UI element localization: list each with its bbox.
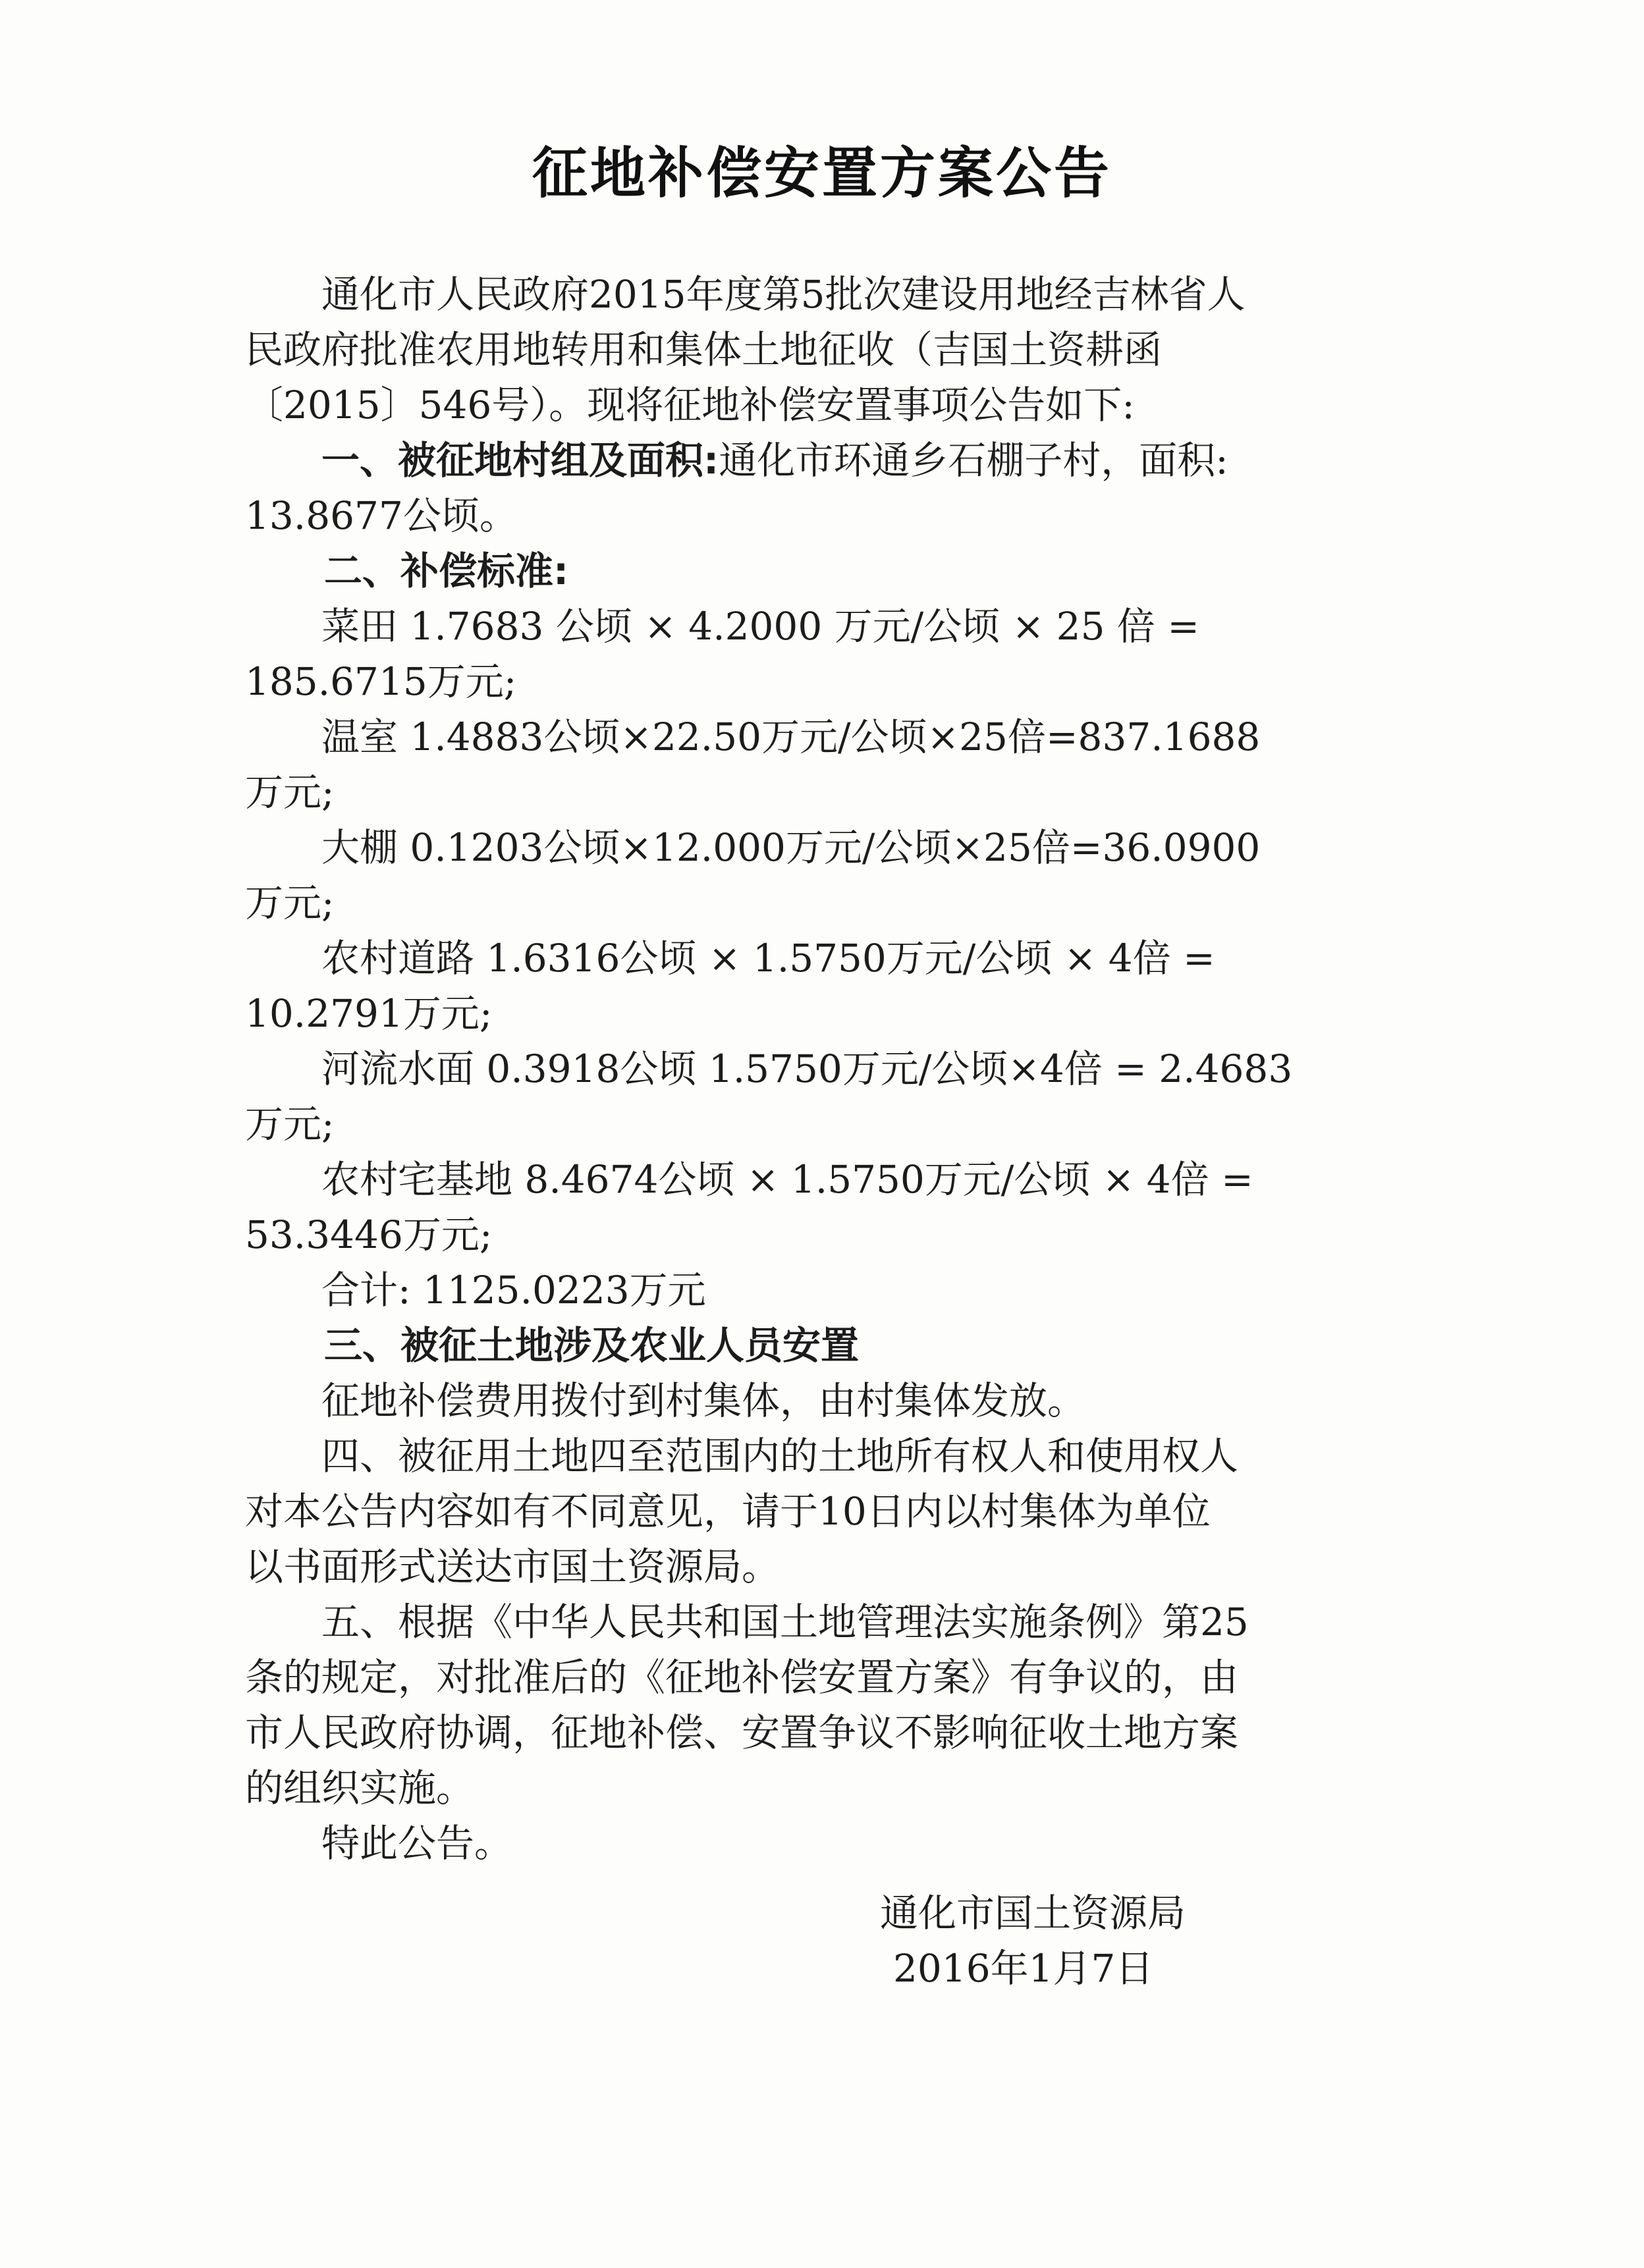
body-line: 13.8677公顷。 xyxy=(245,493,518,538)
body-line: 农村道路 1.6316公顷 × 1.5750万元/公顷 × 4倍 = xyxy=(245,936,1215,981)
section-1-text: 通化市环通乡石棚子村，面积: xyxy=(719,438,1228,483)
section-1-line xyxy=(245,437,1228,483)
body-line: 〔2015〕546号）。现将征地补偿安置事项公告如下: xyxy=(245,383,1135,427)
body-line: 五、根据《中华人民共和国土地管理法实施条例》第25 xyxy=(245,1600,1249,1644)
body-line: 53.3446万元; xyxy=(245,1212,493,1257)
section-3-heading: 三、被征土地涉及农业人员安置 xyxy=(324,1323,860,1368)
body-line: 对本公告内容如有不同意见，请于10日内以村集体为单位 xyxy=(245,1489,1211,1534)
body-line: 条的规定，对批准后的《征地补偿安置方案》有争议的，由 xyxy=(245,1655,1239,1700)
body-line: 河流水面 0.3918公顷 1.5750万元/公顷×4倍 = 2.4683 xyxy=(245,1046,1293,1091)
body-line: 民政府批准农用地转用和集体土地征收（吉国土资耕函 xyxy=(245,327,1163,372)
section-2-heading: 二、补偿标准: xyxy=(324,549,569,593)
body-line: 10.2791万元; xyxy=(245,991,493,1036)
total-line: 合计: 1125.0223万元 xyxy=(245,1268,706,1312)
document-title: 征地补偿安置方案公告 xyxy=(532,141,1112,205)
body-line: 185.6715万元; xyxy=(245,659,517,704)
body-line: 以书面形式送达市国土资源局。 xyxy=(245,1544,781,1589)
body-line: 市人民政府协调，征地补偿、安置争议不影响征收土地方案 xyxy=(245,1710,1239,1755)
signature-org: 通化市国土资源局 xyxy=(880,1891,1186,1935)
body-line: 农村宅基地 8.4674公顷 × 1.5750万元/公顷 × 4倍 = xyxy=(245,1157,1253,1202)
section-1-heading: 一、被征地村组及面积: xyxy=(321,438,719,483)
body-line: 温室 1.4883公顷×22.50万元/公顷×25倍=837.1688 xyxy=(245,715,1261,759)
signature-date: 2016年1月7日 xyxy=(893,1946,1154,1991)
indent xyxy=(245,438,321,483)
body-line: 万元; xyxy=(245,770,335,815)
body-line: 万元; xyxy=(245,1102,335,1147)
body-line: 的组织实施。 xyxy=(245,1766,475,1810)
body-line: 四、被征用土地四至范围内的土地所有权人和使用权人 xyxy=(245,1434,1239,1478)
closing-line: 特此公告。 xyxy=(245,1821,513,1866)
body-line: 菜田 1.7683 公顷 × 4.2000 万元/公顷 × 25 倍 = xyxy=(245,604,1199,649)
body-line: 大棚 0.1203公顷×12.000万元/公顷×25倍=36.0900 xyxy=(245,825,1261,870)
body-line: 通化市人民政府2015年度第5批次建设用地经吉林省人 xyxy=(245,272,1246,317)
body-line: 万元; xyxy=(245,880,335,925)
body-line: 征地补偿费用拨付到村集体，由村集体发放。 xyxy=(245,1378,1086,1423)
